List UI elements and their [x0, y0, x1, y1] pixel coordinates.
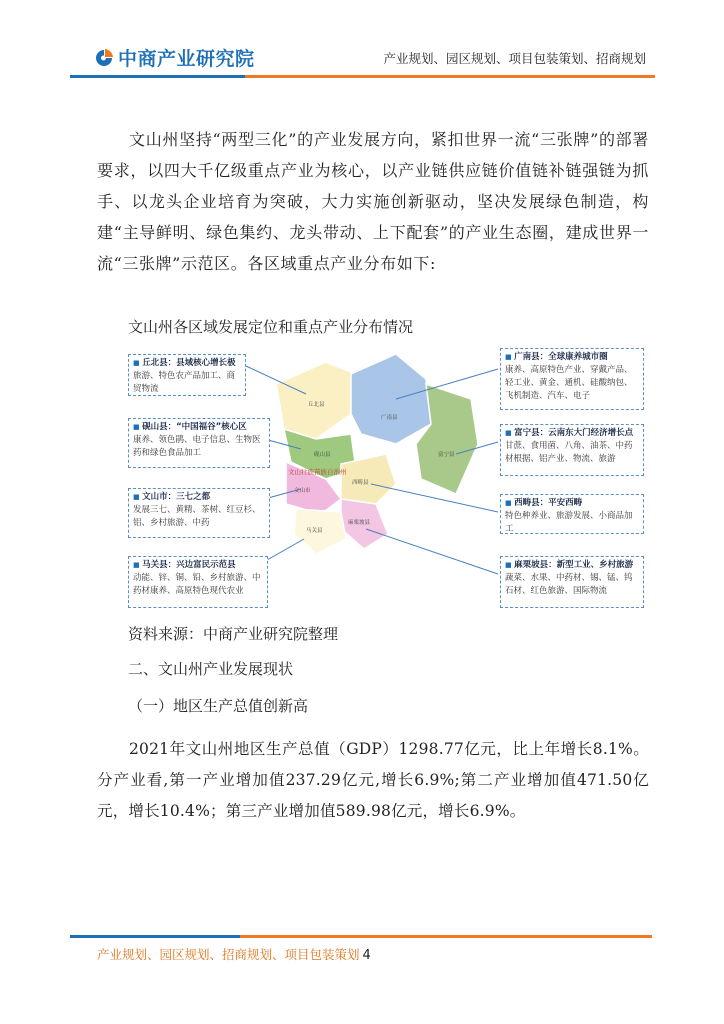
figure-source: 资料来源：中商产业研究院整理 [128, 625, 339, 643]
box-xichou: ■ 西畴县：平安西畴 特色种养业、旅游发展、小商品加工 [500, 494, 644, 534]
section-heading: 二、文山州产业发展现状 [128, 660, 294, 678]
map-region-guangnan [351, 354, 431, 444]
header-divider-blue [70, 75, 245, 78]
map-label-1: 广南县 [381, 415, 398, 421]
map-center-label: 文山壮族苗族自治州 [288, 468, 347, 476]
box-funing: ■ 富宁县：云南东大门经济增长点 甘蔗、食用菌、八角、油茶、中药材根据、铝产业、物流、旅游 [500, 424, 644, 476]
map-label-2: 砚山县 [314, 452, 331, 458]
map-region-xichou [341, 454, 396, 504]
map-label-7: 马关县 [306, 528, 323, 534]
map-label-4: 文山市 [294, 488, 311, 494]
box-maguan: ■ 马关县：兴边富民示范县 动能、锌、铜、铅、乡村旅游、中药材康养、高原特色现代农业 [128, 556, 268, 608]
map-label-6: 麻栗坡县 [348, 520, 371, 526]
intro-paragraph: 文山州坚持“两型三化”的产业发展方向，紧扣世界一流“三张牌”的部署要求，以四大千亿级重点产业为核心，以产业链供应链价值链补链强链为抓手、以龙头企业培育为突破，大力实施创新驱动，坚决发展绿色制造，构建“主导鲜明、绿色集约、龙头带动、上下配套”的产业生态圈，建成世界一流“三张牌”示范区。各区域重点产业分布如下: [97, 130, 649, 273]
logo-text: 中商产业研究院 [118, 48, 255, 70]
page-number: 4 [362, 948, 371, 963]
box-qiubei: ■ 丘北县：县域核心增长极 旅游、特色农产品加工、商贸物流 [128, 354, 246, 396]
box-malipo: ■ 麻栗坡县：新型工业、乡村旅游 蔬菜、水果、中药材、锡、锰、钨石材、红色旅游、国际物流 [500, 556, 644, 608]
figure-caption: 文山州各区域发展定位和重点产业分布情况 [128, 318, 414, 336]
header-tagline: 产业规划、园区规划、项目包装策划、招商规划 [383, 51, 646, 66]
footer-divider-orange [240, 935, 652, 938]
map-label-5: 西畴县 [352, 480, 369, 486]
page-footer [97, 945, 371, 963]
gdp-paragraph: 2021年文山州地区生产总值（GDP）1298.77亿元，比上年增长8.1%。分产业看,第一产业增加值237.29亿元,增长6.9%;第二产业增加值471.50亿元，增长10.4%；第三产业增加值589.98亿元，增长6.9%。 [97, 740, 649, 820]
map-region-qiubei [276, 362, 356, 439]
map-label-0: 丘北县 [308, 402, 325, 408]
map-label-3: 富宁县 [438, 452, 455, 458]
region-map-figure [126, 344, 646, 612]
footer-divider-blue [70, 935, 240, 938]
box-guangnan: ■ 广南县：全球康养城市圈 康养、高原特色产业、穿戴产品、轻工业、黄金、通机、硅酸纳包、飞机制造、汽车、电子 [500, 348, 644, 410]
box-yanshan: ■ 砚山县：“中国福谷”核心区 康养、领色鹃、电子信息、生物医药和绿色食品加工 [128, 418, 270, 468]
box-wenshan: ■ 文山市：三七之都 发展三七、黄精、茶树、红豆杉、铝、乡村旅游、中药 [128, 488, 270, 538]
page-header [0, 0, 724, 90]
logo [94, 44, 255, 71]
footer-text: 产业规划、园区规划、招商规划、项目包装策划 [97, 947, 360, 962]
subsection-heading: （一）地区生产总值创新高 [128, 697, 309, 715]
header-divider-orange [245, 75, 655, 78]
logo-icon [94, 48, 114, 68]
